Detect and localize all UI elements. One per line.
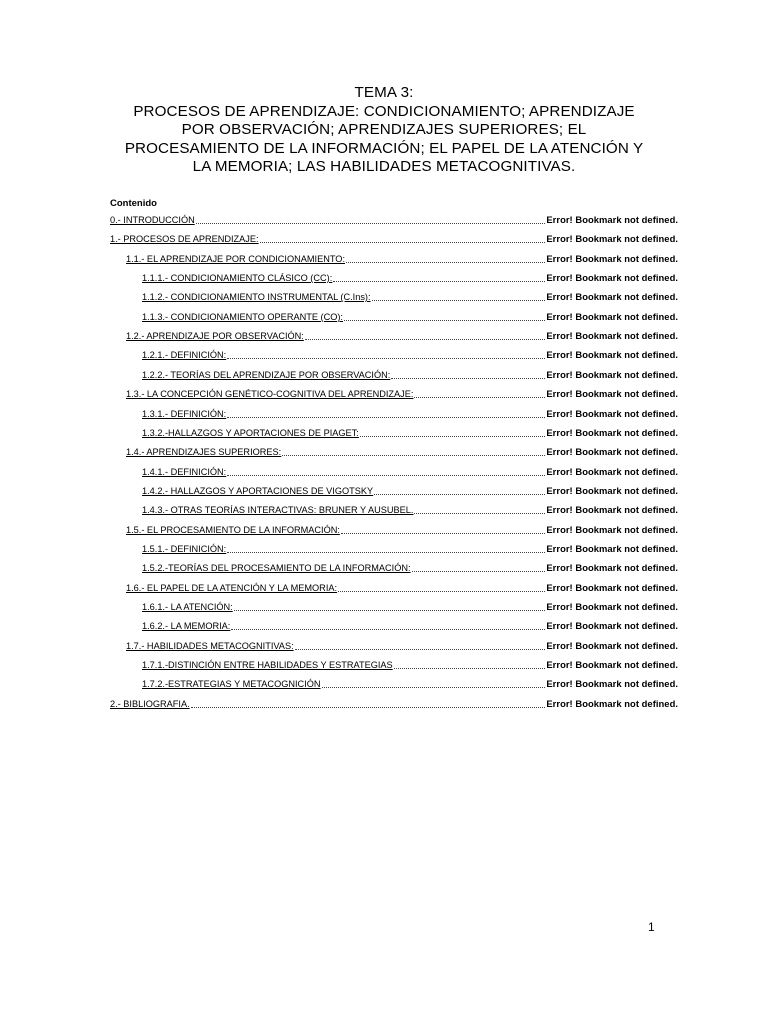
toc-entry-link[interactable]: 2.- BIBLIOGRAFIA. bbox=[110, 698, 190, 709]
toc-page-reference: Error! Bookmark not defined. bbox=[546, 678, 678, 690]
toc-leader-dots bbox=[346, 262, 545, 263]
title-line: POR OBSERVACIÓN; APRENDIZAJES SUPERIORES; EL bbox=[181, 121, 587, 139]
toc-entry[interactable] bbox=[142, 559, 678, 574]
page-number: 1 bbox=[648, 920, 655, 934]
toc-page-reference: Error! Bookmark not defined. bbox=[546, 330, 678, 342]
toc-page-reference: Error! Bookmark not defined. bbox=[546, 697, 678, 709]
toc-entry[interactable] bbox=[142, 424, 678, 439]
toc-leader-dots bbox=[391, 378, 545, 379]
title-line: PROCESAMIENTO DE LA INFORMACIÓN; EL PAPEL DE LA ATENCIÓN Y bbox=[124, 139, 644, 157]
toc-entry-link[interactable]: 1.4.- APRENDIZAJES SUPERIORES: bbox=[126, 447, 282, 458]
toc-entry-link[interactable]: 1.5.2.-TEORÍAS DEL PROCESAMIENTO DE LA INFORMACIÓN: bbox=[142, 563, 411, 574]
toc-page-reference: Error! Bookmark not defined. bbox=[546, 214, 678, 225]
toc-entry-link[interactable]: 1.3.- LA CONCEPCIÓN GENÉTICO-COGNITIVA DEL APRENDIZAJE: bbox=[126, 389, 414, 400]
toc-entry-link[interactable]: 1.2.1.- DEFINICIÓN: bbox=[142, 350, 227, 361]
toc-entry-link[interactable]: 1.5.1.- DEFINICIÓN: bbox=[142, 543, 227, 554]
toc-heading: Contenido bbox=[110, 198, 157, 209]
toc-entry[interactable] bbox=[142, 540, 678, 555]
toc-entry-link[interactable]: 1.4.1.- DEFINICIÓN: bbox=[142, 466, 227, 477]
toc-page-reference: Error! Bookmark not defined. bbox=[546, 388, 678, 400]
toc-entry[interactable] bbox=[110, 695, 678, 710]
toc-entry-link[interactable]: 1.2.2.- TEORÍAS DEL APRENDIZAJE POR OBSERVACIÓN: bbox=[142, 369, 391, 380]
toc-entry-link[interactable]: 1.4.2.- HALLAZGOS Y APORTACIONES DE VIGOTSKY bbox=[142, 485, 374, 496]
toc-page-reference: Error! Bookmark not defined. bbox=[546, 368, 678, 380]
toc-page-reference: Error! Bookmark not defined. bbox=[546, 310, 678, 322]
toc-entry-link[interactable]: 1.3.1.- DEFINICIÓN: bbox=[142, 408, 227, 419]
toc-entry[interactable] bbox=[110, 230, 678, 245]
toc-leader-dots bbox=[227, 417, 545, 418]
toc-leader-dots bbox=[322, 687, 546, 688]
toc-leader-dots bbox=[305, 339, 546, 340]
toc-leader-dots bbox=[338, 591, 545, 592]
toc-entry[interactable] bbox=[142, 675, 678, 690]
toc-entry-link[interactable]: 1.7.1.-DISTINCIÓN ENTRE HABILIDADES Y ESTRATEGIAS bbox=[142, 660, 393, 671]
toc-leader-dots bbox=[360, 436, 546, 437]
toc-page-reference: Error! Bookmark not defined. bbox=[546, 252, 678, 264]
toc-page-reference: Error! Bookmark not defined. bbox=[546, 426, 678, 438]
toc-leader-dots bbox=[196, 223, 546, 224]
toc-entry[interactable] bbox=[126, 385, 678, 400]
toc-page-reference: Error! Bookmark not defined. bbox=[546, 349, 678, 361]
toc-leader-dots bbox=[344, 320, 545, 321]
toc-page-reference: Error! Bookmark not defined. bbox=[546, 233, 678, 245]
toc-leader-dots bbox=[412, 571, 546, 572]
toc-page-reference: Error! Bookmark not defined. bbox=[546, 291, 678, 303]
document-title bbox=[100, 84, 668, 177]
toc-entry-link[interactable]: 1.1.- EL APRENDIZAJE POR CONDICIONAMIENTO: bbox=[126, 253, 346, 264]
toc-page-reference: Error! Bookmark not defined. bbox=[546, 272, 678, 284]
toc-leader-dots bbox=[227, 475, 545, 476]
toc-entry[interactable] bbox=[142, 405, 678, 420]
toc-entry[interactable] bbox=[142, 288, 678, 303]
toc-page-reference: Error! Bookmark not defined. bbox=[546, 407, 678, 419]
toc-page-reference: Error! Bookmark not defined. bbox=[546, 659, 678, 671]
toc-entry[interactable] bbox=[142, 617, 678, 632]
toc-page-reference: Error! Bookmark not defined. bbox=[546, 581, 678, 593]
toc-entry[interactable] bbox=[142, 656, 678, 671]
toc-page-reference: Error! Bookmark not defined. bbox=[546, 601, 678, 612]
toc-entry-link[interactable]: 1.4.3.- OTRAS TEORÍAS INTERACTIVAS: BRUNER Y AUSUBEL. bbox=[142, 505, 414, 516]
toc-leader-dots bbox=[374, 494, 545, 495]
toc-entry[interactable] bbox=[126, 637, 678, 652]
toc-entry[interactable] bbox=[142, 269, 678, 284]
toc-entry[interactable] bbox=[126, 521, 678, 536]
toc-entry-link[interactable]: 1.- PROCESOS DE APRENDIZAJE: bbox=[110, 234, 259, 245]
toc-page-reference: Error! Bookmark not defined. bbox=[546, 523, 678, 535]
toc-page-reference: Error! Bookmark not defined. bbox=[546, 562, 678, 574]
toc-leader-dots bbox=[234, 610, 546, 611]
toc-leader-dots bbox=[414, 513, 545, 514]
toc-page-reference: Error! Bookmark not defined. bbox=[546, 465, 678, 477]
toc-entry-link[interactable]: 1.6.2.- LA MEMORIA: bbox=[142, 621, 231, 632]
title-line: LA MEMORIA; LAS HABILIDADES METACOGNITIVAS. bbox=[192, 158, 576, 176]
toc-entry-link[interactable]: 1.1.1.- CONDICIONAMIENTO CLÁSICO (CC): bbox=[142, 273, 333, 284]
toc-entry[interactable] bbox=[110, 211, 678, 226]
toc-entry[interactable] bbox=[126, 579, 678, 594]
toc-leader-dots bbox=[227, 552, 545, 553]
toc-entry-link[interactable]: 1.1.2.- CONDICIONAMIENTO INSTRUMENTAL (C.Ins): bbox=[142, 292, 371, 303]
toc-page-reference: Error! Bookmark not defined. bbox=[546, 446, 678, 458]
toc-page-reference: Error! Bookmark not defined. bbox=[546, 484, 678, 496]
toc-entry[interactable] bbox=[142, 482, 678, 497]
toc-entry-link[interactable]: 1.5.- EL PROCESAMIENTO DE LA INFORMACIÓN: bbox=[126, 524, 340, 535]
toc-entry-link[interactable]: 1.6.- EL PAPEL DE LA ATENCIÓN Y LA MEMORIA: bbox=[126, 582, 338, 593]
toc-leader-dots bbox=[341, 533, 545, 534]
toc-entry[interactable] bbox=[142, 366, 678, 381]
toc-leader-dots bbox=[394, 668, 546, 669]
toc-entry-link[interactable]: 1.7.- HABILIDADES METACOGNITIVAS: bbox=[126, 640, 294, 651]
toc-leader-dots bbox=[372, 300, 546, 301]
toc-entry[interactable] bbox=[126, 250, 678, 265]
toc-leader-dots bbox=[227, 358, 545, 359]
toc-entry-link[interactable]: 1.3.2.-HALLAZGOS Y APORTACIONES DE PIAGET: bbox=[142, 427, 359, 438]
toc-leader-dots bbox=[260, 242, 546, 243]
toc-page-reference: Error! Bookmark not defined. bbox=[546, 542, 678, 554]
toc-entry-link[interactable]: 1.2.- APRENDIZAJE POR OBSERVACIÓN: bbox=[126, 331, 304, 342]
toc-leader-dots bbox=[414, 397, 545, 398]
toc-entry-link[interactable]: 1.7.2.-ESTRATEGIAS Y METACOGNICIÓN bbox=[142, 679, 321, 690]
toc-page-reference: Error! Bookmark not defined. bbox=[546, 504, 678, 516]
toc-leader-dots bbox=[231, 629, 545, 630]
toc-entry[interactable] bbox=[142, 501, 678, 516]
toc-entry[interactable] bbox=[142, 598, 678, 613]
toc-entry-link[interactable]: 1.6.1.- LA ATENCIÓN: bbox=[142, 602, 233, 612]
toc-page-reference: Error! Bookmark not defined. bbox=[546, 620, 678, 632]
toc-entry[interactable] bbox=[126, 443, 678, 458]
toc-leader-dots bbox=[282, 455, 545, 456]
toc-entry[interactable] bbox=[142, 346, 678, 361]
toc-leader-dots bbox=[295, 649, 546, 650]
toc-page-reference: Error! Bookmark not defined. bbox=[546, 639, 678, 651]
title-line: TEMA 3: bbox=[354, 84, 414, 101]
toc-entry-link[interactable]: 0.- INTRODUCCIÓN bbox=[110, 215, 195, 225]
toc-leader-dots bbox=[333, 281, 545, 282]
toc-entry[interactable] bbox=[142, 308, 678, 323]
toc-entry[interactable] bbox=[126, 327, 678, 342]
title-line: PROCESOS DE APRENDIZAJE: CONDICIONAMIENTO; APRENDIZAJE bbox=[133, 102, 635, 120]
toc-leader-dots bbox=[191, 707, 546, 708]
toc-entry[interactable] bbox=[142, 463, 678, 478]
toc-entry-link[interactable]: 1.1.3.- CONDICIONAMIENTO OPERANTE (CO): bbox=[142, 311, 343, 322]
